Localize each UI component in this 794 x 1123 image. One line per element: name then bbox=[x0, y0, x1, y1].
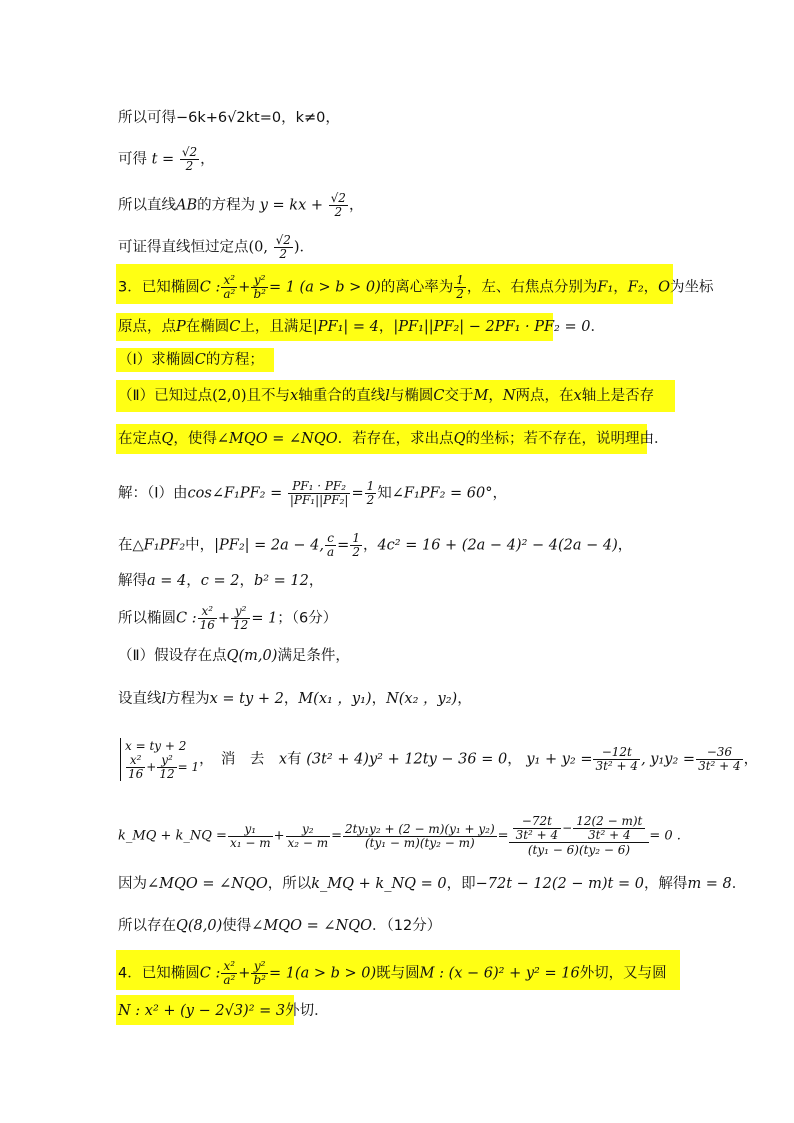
math: C bbox=[194, 352, 206, 368]
denominator: 2 bbox=[334, 205, 343, 219]
numerator: 1 bbox=[456, 273, 464, 287]
solution-line-4 bbox=[118, 605, 337, 632]
text: ．若存在，求出点 bbox=[337, 431, 454, 447]
fraction bbox=[288, 480, 351, 507]
text: （Ⅰ）求椭圆 bbox=[118, 352, 195, 368]
math: △F₁PF₂ bbox=[132, 537, 186, 554]
denominator: a² bbox=[223, 287, 236, 301]
denominator: |PF₁||PF₂| bbox=[289, 493, 349, 507]
text: ， bbox=[507, 751, 522, 768]
math: y₁ + y₂ = bbox=[526, 751, 593, 768]
text: 可证得直线恒过定点 bbox=[118, 239, 249, 256]
solution-line-10 bbox=[118, 916, 441, 936]
text: ， bbox=[613, 279, 628, 296]
text: （Ⅱ）已知过点 bbox=[118, 388, 213, 404]
numerator: x² bbox=[221, 960, 237, 974]
text: ， bbox=[186, 573, 201, 589]
text: 轴重合的直线 bbox=[298, 388, 386, 404]
equation: x = ty + 2 bbox=[125, 739, 187, 753]
denominator: x₁ − m bbox=[229, 835, 271, 850]
fraction bbox=[513, 815, 562, 842]
math: O bbox=[658, 279, 671, 296]
text: ，即 bbox=[446, 876, 476, 892]
text: 所以椭圆 bbox=[118, 610, 176, 627]
solution-line-1 bbox=[118, 480, 507, 507]
math: ∠MQO = ∠NQO bbox=[147, 876, 268, 892]
text-line bbox=[118, 192, 363, 219]
solution-line-3 bbox=[118, 571, 323, 591]
text: ， bbox=[348, 197, 364, 214]
math: )． bbox=[293, 239, 315, 256]
text: ， bbox=[488, 388, 503, 404]
denominator: b² bbox=[253, 287, 266, 301]
question-3-line-1 bbox=[118, 274, 714, 301]
text: 外切． bbox=[285, 1003, 329, 1019]
fraction bbox=[454, 274, 466, 301]
denominator: 3t² + 4 bbox=[515, 828, 559, 842]
math: |PF₂| = 2a − 4, bbox=[214, 537, 324, 554]
math: |PF₁||PF₂| − 2PF₁ · PF₂ = 0 bbox=[393, 319, 591, 335]
text: 的方程； bbox=[205, 352, 264, 368]
math: + bbox=[217, 610, 231, 627]
fraction bbox=[251, 960, 268, 987]
denominator: 12 bbox=[233, 618, 249, 632]
math: F₂ bbox=[627, 279, 644, 296]
part-2-question-line-1 bbox=[118, 386, 654, 406]
denominator: a² bbox=[223, 973, 236, 987]
math: c = 2 bbox=[200, 573, 240, 589]
text: 满足条件， bbox=[277, 648, 350, 664]
denominator: x₂ − m bbox=[287, 835, 329, 850]
fraction bbox=[329, 192, 348, 219]
numerator: √2 bbox=[330, 191, 346, 205]
question-3-line-2 bbox=[118, 317, 605, 337]
text: ， bbox=[743, 751, 759, 768]
denominator: 2 bbox=[352, 545, 360, 559]
numerator: y² bbox=[231, 605, 250, 619]
math: C : bbox=[199, 965, 221, 982]
numerator: 12(2 − m)t bbox=[573, 815, 645, 829]
text: ， bbox=[308, 573, 324, 589]
text: ，左、右焦点分别为 bbox=[466, 279, 598, 296]
text: 且不与 bbox=[246, 388, 291, 404]
math: x = ty + 2 bbox=[209, 691, 284, 707]
fraction bbox=[573, 815, 645, 842]
text: 的坐标；若不存在，说明理由． bbox=[465, 431, 669, 447]
text: ，解得 bbox=[643, 876, 688, 892]
text: 有 bbox=[287, 751, 302, 768]
text: 在定点 bbox=[118, 431, 162, 447]
math: C bbox=[229, 319, 241, 335]
math: −72t − 12(2 − m)t = 0 bbox=[475, 876, 644, 892]
denominator: 16 bbox=[199, 618, 215, 632]
math: |PF₁| = 4 bbox=[312, 319, 379, 335]
denominator: 3t² + 4 bbox=[698, 759, 741, 773]
text: ， bbox=[362, 537, 378, 554]
math: t = bbox=[151, 151, 175, 168]
math: + bbox=[146, 760, 157, 774]
math: = 1 bbox=[251, 610, 278, 627]
denominator: a bbox=[327, 545, 335, 559]
math: x bbox=[290, 388, 299, 404]
math: Q(m,0) bbox=[226, 648, 278, 664]
text: 可得 bbox=[118, 151, 147, 168]
fraction bbox=[198, 605, 217, 632]
text: 4．已知椭圆 bbox=[118, 965, 200, 982]
math: = 1 (a > b > 0) bbox=[268, 279, 381, 296]
math: m = 8 bbox=[687, 876, 732, 892]
math: x bbox=[278, 751, 288, 768]
text: ， bbox=[378, 319, 394, 335]
compound-fraction bbox=[509, 815, 650, 857]
denominator: 12 bbox=[159, 767, 175, 781]
equation-system bbox=[120, 738, 199, 781]
math: ∠MQO = ∠NQO bbox=[251, 918, 373, 934]
part-1-question bbox=[118, 350, 264, 370]
solution-line-5 bbox=[118, 646, 350, 666]
text: ， 消 去 bbox=[199, 751, 279, 768]
denominator: 3t² + 4 bbox=[595, 759, 639, 773]
math: b² = 12 bbox=[253, 573, 309, 589]
math: l bbox=[161, 691, 167, 707]
solution-line-2 bbox=[118, 532, 632, 559]
math: k_MQ + k_NQ = bbox=[118, 828, 227, 844]
math: ∠MQO = ∠NQO bbox=[216, 431, 338, 447]
fraction bbox=[365, 480, 377, 507]
fraction bbox=[231, 605, 250, 632]
math: = 0 . bbox=[649, 828, 681, 844]
denominator: 16 bbox=[128, 767, 144, 781]
text-line bbox=[118, 108, 340, 128]
text: 所以直线 bbox=[118, 197, 176, 214]
math: N bbox=[502, 388, 516, 404]
text: ． bbox=[590, 319, 605, 335]
math: M(x₁ ，y₁) bbox=[298, 691, 372, 707]
numerator: √2 bbox=[275, 233, 291, 247]
denominator: 2 bbox=[366, 493, 375, 507]
math: = bbox=[351, 485, 364, 502]
numerator: y² bbox=[251, 960, 268, 974]
fraction bbox=[228, 823, 273, 850]
math: (3t² + 4)y² + 12ty − 36 = 0 bbox=[306, 751, 508, 768]
fraction bbox=[325, 532, 336, 559]
math: C bbox=[433, 388, 445, 404]
numerator: x² bbox=[198, 605, 217, 619]
text: 两点，在 bbox=[515, 388, 574, 404]
math: M : (x − 6)² + y² = 16 bbox=[419, 965, 580, 982]
text: （Ⅱ）假设存在点 bbox=[118, 648, 227, 664]
numerator: y² bbox=[157, 754, 176, 768]
text: 在椭圆 bbox=[185, 319, 230, 335]
text: ， bbox=[283, 691, 299, 707]
text: 在 bbox=[118, 537, 133, 554]
text: 的方程为 bbox=[197, 197, 256, 214]
denominator: 2 bbox=[456, 287, 464, 301]
numerator: y² bbox=[251, 274, 268, 288]
text: ， bbox=[371, 691, 387, 707]
denominator: 2 bbox=[185, 159, 194, 173]
numerator: −36 bbox=[696, 746, 743, 760]
fraction bbox=[350, 532, 362, 559]
math: = 1 bbox=[177, 760, 200, 774]
math: AB bbox=[176, 197, 198, 214]
math: = bbox=[337, 537, 350, 554]
numerator: c bbox=[325, 532, 336, 546]
denominator: (ty₁ − m)(ty₂ − m) bbox=[365, 835, 475, 850]
text: 方程为 bbox=[166, 691, 210, 707]
text: ， bbox=[492, 485, 507, 502]
text: 解得 bbox=[118, 573, 147, 589]
solution-line-7 bbox=[118, 738, 758, 781]
math: N : x² + (y − 2√3)² = 3 bbox=[118, 1003, 286, 1019]
fraction bbox=[157, 754, 176, 781]
text: ， bbox=[643, 279, 659, 296]
text: 使得 bbox=[222, 918, 252, 934]
math: 4c² = 16 + (2a − 4)² − 4(2a − 4) bbox=[377, 537, 618, 554]
fraction bbox=[221, 960, 237, 987]
text: 因为 bbox=[118, 876, 147, 892]
text: 既与圆 bbox=[376, 965, 420, 982]
denominator: b² bbox=[253, 973, 266, 987]
math: = 1(a > b > 0) bbox=[268, 965, 377, 982]
math: (2,0) bbox=[212, 388, 247, 404]
fraction bbox=[221, 274, 237, 301]
text: 所以可得−6k+6√2kt=0，k≠0， bbox=[118, 110, 340, 126]
math: − bbox=[562, 821, 573, 835]
math: P bbox=[176, 319, 186, 335]
text: 外切，又与圆 bbox=[579, 965, 667, 982]
math: + bbox=[273, 828, 285, 844]
solution-line-6 bbox=[118, 689, 472, 709]
question-4-line-2 bbox=[118, 1001, 329, 1021]
text: 所以存在 bbox=[118, 918, 176, 934]
text: ；（6分） bbox=[277, 610, 338, 627]
math: , y₁y₂ = bbox=[641, 751, 696, 768]
numerator: x² bbox=[126, 754, 145, 768]
text: 轴上是否存 bbox=[581, 388, 655, 404]
text: ，使得 bbox=[173, 431, 217, 447]
math: y = kx + bbox=[259, 197, 324, 214]
math: k_MQ + k_NQ = 0 bbox=[311, 876, 447, 892]
denominator: 2 bbox=[279, 247, 288, 261]
numerator: x² bbox=[221, 274, 237, 288]
fraction bbox=[180, 146, 199, 173]
text: ， bbox=[617, 537, 633, 554]
question-4-line-1 bbox=[118, 960, 667, 987]
solution-line-9 bbox=[118, 874, 746, 894]
numerator: y₂ bbox=[286, 823, 331, 837]
numerator: −72t bbox=[513, 815, 562, 829]
math: cos∠F₁PF₂ = bbox=[187, 485, 283, 502]
numerator: 1 bbox=[366, 479, 375, 493]
text: ． bbox=[731, 876, 747, 892]
math: = bbox=[331, 828, 343, 844]
text: 的离心率为 bbox=[380, 279, 454, 296]
text: 解：（Ⅰ）由 bbox=[118, 485, 188, 502]
math: Q(8,0) bbox=[176, 918, 223, 934]
numerator: √2 bbox=[181, 145, 198, 159]
text: 上，且满足 bbox=[240, 319, 313, 335]
numerator: y₁ bbox=[228, 823, 273, 837]
fraction bbox=[286, 823, 331, 850]
math: l bbox=[385, 388, 390, 404]
fraction bbox=[343, 823, 497, 850]
math: (0, bbox=[248, 239, 268, 256]
text: ．（12分） bbox=[372, 918, 442, 934]
part-2-question-line-2 bbox=[118, 429, 669, 449]
math: Q bbox=[161, 431, 174, 447]
text: 设直线 bbox=[118, 691, 162, 707]
text: 3．已知椭圆 bbox=[118, 279, 200, 296]
denominator: (ty₁ − 6)(ty₂ − 6) bbox=[527, 843, 631, 857]
numerator: PF₁ · PF₂ bbox=[288, 480, 351, 494]
math: F₁ bbox=[597, 279, 614, 296]
numerator: 1 bbox=[352, 531, 360, 545]
text: ， bbox=[239, 573, 254, 589]
text: 知 bbox=[377, 485, 392, 502]
text: 为坐标 bbox=[670, 279, 714, 296]
text: 与椭圆 bbox=[389, 388, 434, 404]
solution-line-8 bbox=[118, 815, 681, 857]
text: 原点，点 bbox=[118, 319, 176, 335]
math: + bbox=[238, 965, 251, 982]
math: N(x₂ ，y₂) bbox=[386, 691, 458, 707]
text: 中， bbox=[185, 537, 215, 554]
text-line bbox=[118, 234, 314, 261]
fraction bbox=[251, 274, 268, 301]
fraction bbox=[126, 754, 145, 781]
math: ∠F₁PF₂ = 60° bbox=[391, 485, 493, 502]
math: x bbox=[573, 388, 582, 404]
math: a = 4 bbox=[147, 573, 187, 589]
fraction bbox=[696, 746, 743, 773]
numerator: −12t bbox=[593, 746, 640, 760]
text: 交于 bbox=[444, 388, 474, 404]
math: C : bbox=[199, 279, 221, 296]
math: = bbox=[497, 828, 509, 844]
fraction bbox=[274, 234, 293, 261]
math: + bbox=[238, 279, 251, 296]
math: C : bbox=[176, 610, 197, 627]
math: M bbox=[473, 388, 489, 404]
text: ，所以 bbox=[267, 876, 312, 892]
text: ， bbox=[457, 691, 472, 707]
math: Q bbox=[453, 431, 466, 447]
numerator: 2ty₁y₂ + (2 − m)(y₁ + y₂) bbox=[345, 821, 495, 836]
fraction bbox=[593, 746, 640, 773]
text-line: 可得 t = $\frac{√2}{2}$ ， bbox=[118, 145, 215, 173]
denominator: 3t² + 4 bbox=[588, 828, 631, 842]
